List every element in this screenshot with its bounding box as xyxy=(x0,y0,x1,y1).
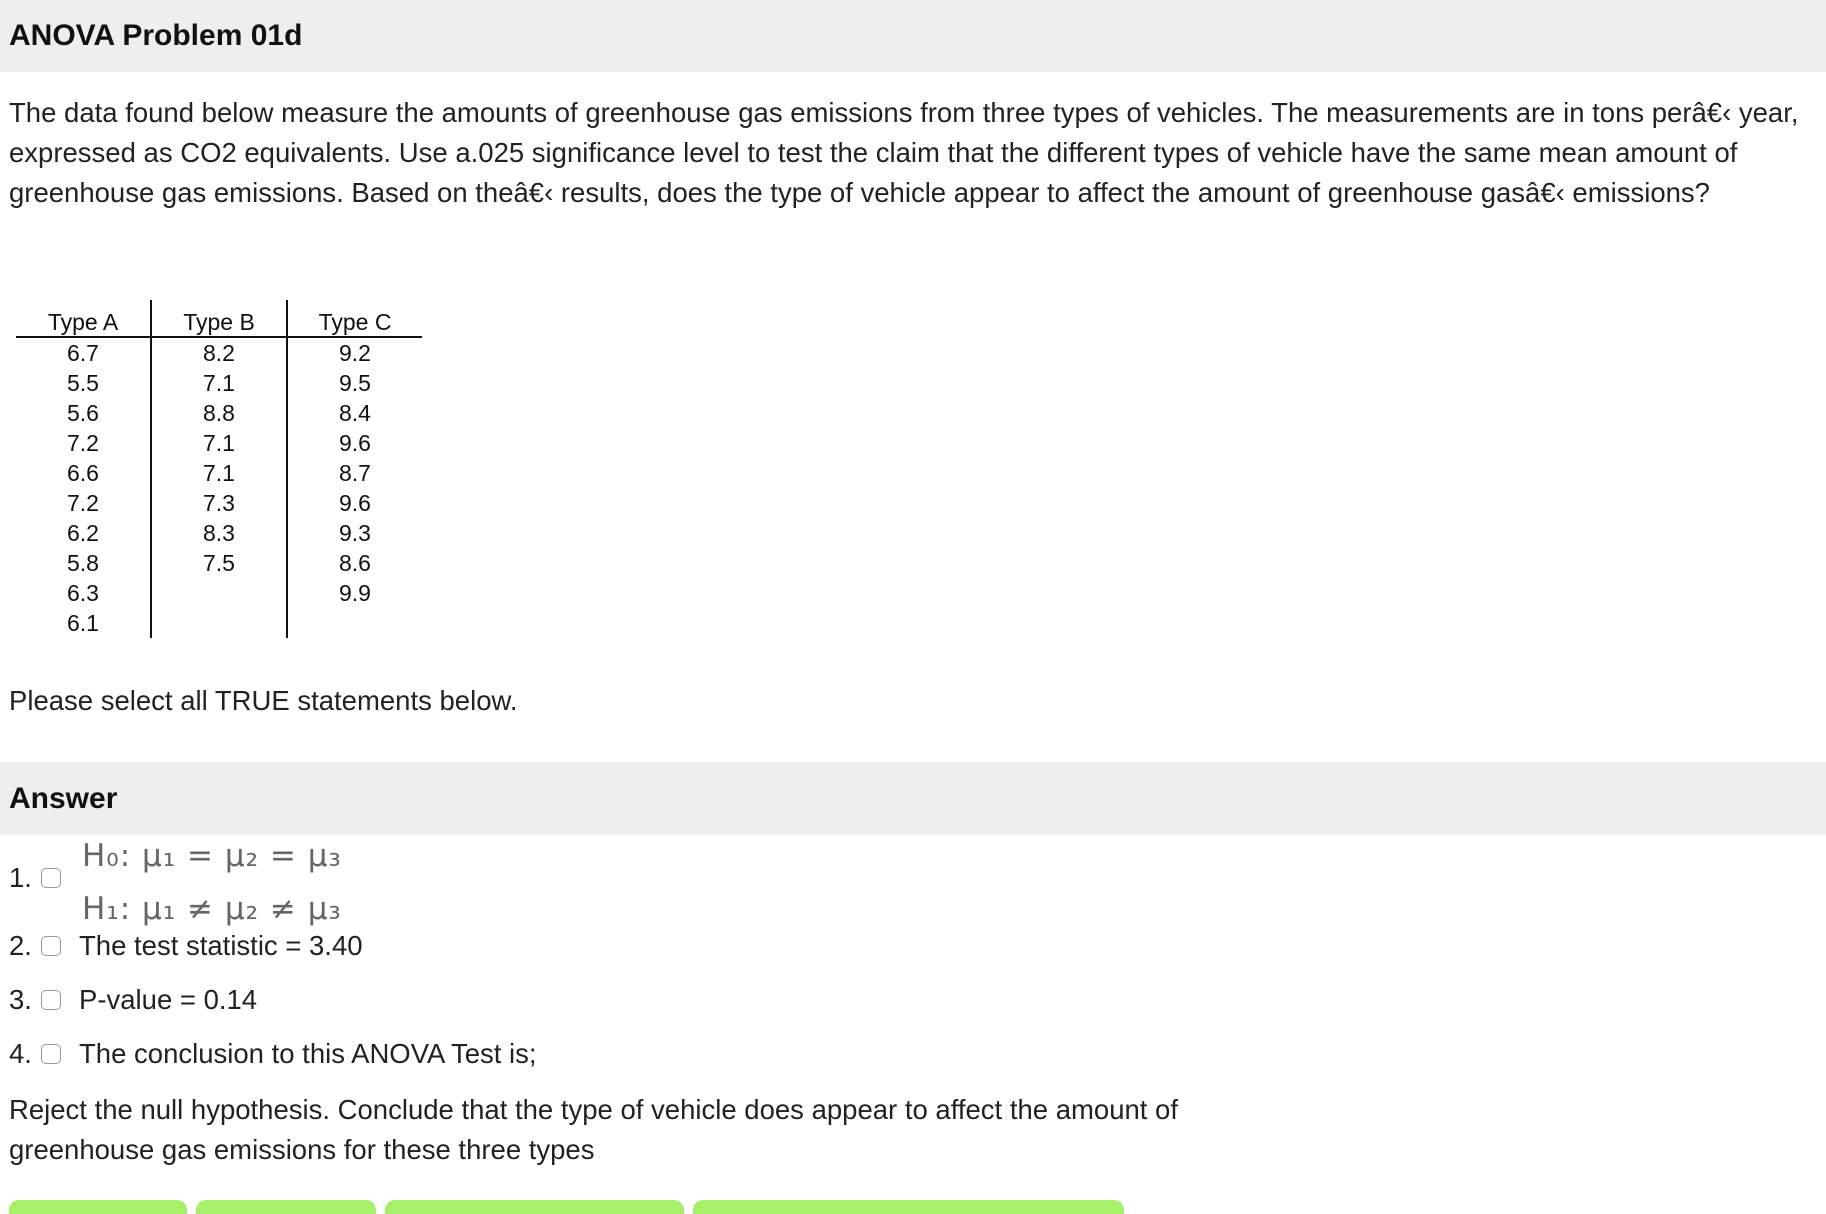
table-row xyxy=(16,518,422,548)
table-cell xyxy=(151,608,287,638)
option-number: 3. xyxy=(9,984,32,1015)
table-cell: 6.7 xyxy=(16,337,151,368)
table-row xyxy=(16,608,422,638)
table-cell: 7.2 xyxy=(16,428,151,458)
table-cell: 7.1 xyxy=(151,368,287,398)
column-header-type-c: Type C xyxy=(287,300,422,337)
column-header-type-a: Type A xyxy=(16,300,151,337)
table-cell: 8.2 xyxy=(151,337,287,368)
table-row xyxy=(16,488,422,518)
page-title-bar xyxy=(0,0,1826,72)
table-cell: 9.3 xyxy=(339,520,371,546)
table-cell: 9.9 xyxy=(339,580,371,606)
table-cell: 9.2 xyxy=(339,340,371,366)
option-4 xyxy=(9,1038,537,1070)
table-cell: 7.3 xyxy=(151,488,287,518)
table-cell: 9.6 xyxy=(339,430,371,456)
table-header-row xyxy=(16,300,422,337)
table-cell: 7.1 xyxy=(151,428,287,458)
table-cell: 5.8 xyxy=(16,548,151,578)
option-3 xyxy=(9,984,257,1016)
option-label: The test statistic = 3.40 xyxy=(79,930,363,961)
table-cell: 6.1 xyxy=(16,608,151,638)
table-cell: 6.6 xyxy=(16,458,151,488)
data-table xyxy=(16,300,422,638)
table-cell xyxy=(151,578,287,608)
option-2-checkbox[interactable] xyxy=(41,936,61,956)
option-1 xyxy=(9,862,79,894)
table-row xyxy=(16,428,422,458)
option-3-checkbox[interactable] xyxy=(41,990,61,1010)
table-cell: 6.3 xyxy=(16,578,151,608)
table-cell: 8.3 xyxy=(151,518,287,548)
page-title: ANOVA Problem 01d xyxy=(9,19,303,52)
problem-statement: The data found below measure the amounts of greenhouse gas emissions from three types of vehicles. The measurements are in tons perâ€‹ year, expressed as CO2 equivalents. Use a.025 significance level to test the claim that the different types of vehicle have the same mean amount of greenhouse gas emissions. Based on theâ€‹ results, does the type of vehicle appear to affect the amount of greenhouse gasâ€‹ emissions? xyxy=(9,97,1799,208)
table-cell: 8.8 xyxy=(151,398,287,428)
instruction-text: Please select all TRUE statements below. xyxy=(9,685,518,716)
table-cell: 9.5 xyxy=(339,370,371,396)
table-row xyxy=(16,458,422,488)
option-number: 2. xyxy=(9,930,32,961)
option-label: The conclusion to this ANOVA Test is; xyxy=(79,1038,537,1069)
table-cell: 6.2 xyxy=(16,518,151,548)
table-cell: 7.1 xyxy=(151,458,287,488)
alternative-hypothesis: H₁: μ₁ ≠ μ₂ ≠ μ₃ xyxy=(82,891,342,927)
table-cell: 7.5 xyxy=(151,548,287,578)
table-row xyxy=(16,548,422,578)
option-1-checkbox[interactable] xyxy=(41,868,61,888)
option-4-checkbox[interactable] xyxy=(41,1044,61,1064)
answer-section-header xyxy=(0,762,1826,835)
null-hypothesis: H₀: μ₁ = μ₂ = μ₃ xyxy=(82,838,342,874)
option-2 xyxy=(9,930,363,962)
option-number: 4. xyxy=(9,1038,32,1069)
conclusion-text: Reject the null hypothesis. Conclude that the type of vehicle does appear to affect the amount of greenhouse gas emissions for these three types xyxy=(9,1094,1178,1165)
column-header-type-b: Type B xyxy=(151,300,287,337)
table-cell: 9.6 xyxy=(339,490,371,516)
table-cell: 7.2 xyxy=(16,488,151,518)
table-cell: 5.5 xyxy=(16,368,151,398)
option-label: P-value = 0.14 xyxy=(79,984,258,1015)
table-row xyxy=(16,337,422,368)
option-number: 1. xyxy=(9,862,32,893)
table-row xyxy=(16,368,422,398)
table-cell: 8.6 xyxy=(339,550,371,576)
table-row xyxy=(16,578,422,608)
table-row xyxy=(16,398,422,428)
table-cell: 8.7 xyxy=(339,460,371,486)
table-cell: 8.4 xyxy=(339,400,371,426)
table-cell xyxy=(287,608,422,638)
table-cell: 5.6 xyxy=(16,398,151,428)
answer-title: Answer xyxy=(9,781,118,815)
